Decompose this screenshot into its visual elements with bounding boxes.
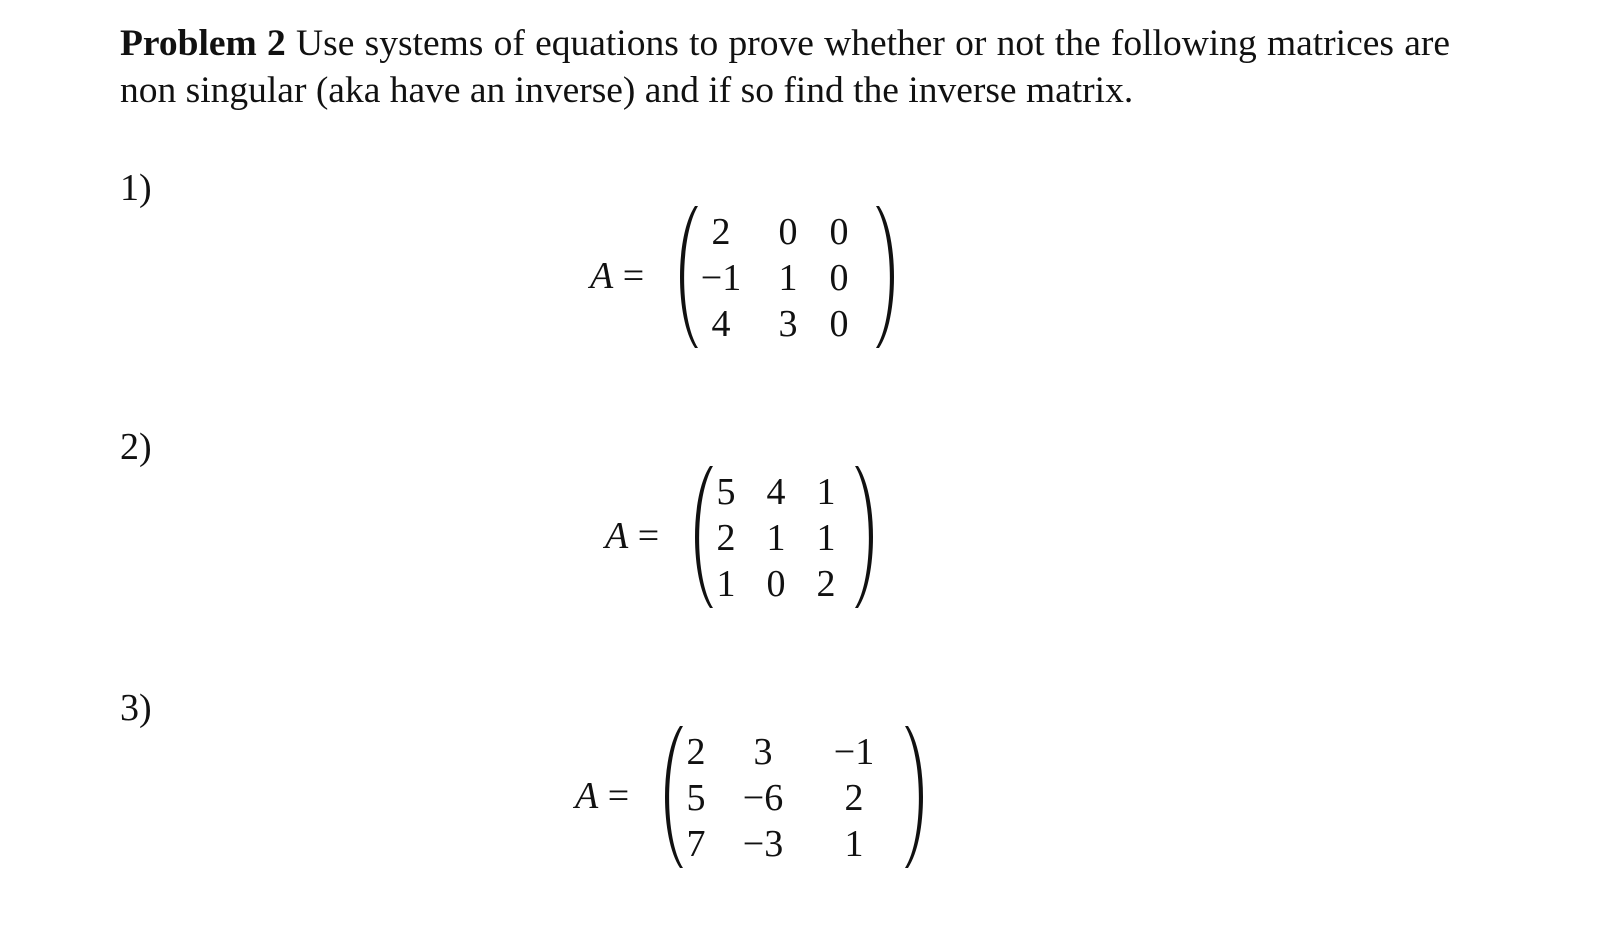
matrix-cell: 2 <box>844 777 864 819</box>
right-parenthesis <box>903 726 927 868</box>
item-label-1: 1) <box>120 167 152 209</box>
matrix-cell: 4 <box>711 303 731 345</box>
problem-statement <box>120 20 1450 114</box>
matrix-cell: 2 <box>711 211 731 253</box>
matrix-cell: −6 <box>742 777 784 819</box>
matrix-equation-2 <box>605 466 895 616</box>
matrix-cell: 0 <box>829 211 849 253</box>
matrix-cell: 0 <box>766 563 786 605</box>
matrix-cell: 0 <box>778 211 798 253</box>
matrix-cell: 1 <box>716 563 736 605</box>
matrix-cell: 1 <box>766 517 786 559</box>
matrix-cell: 5 <box>716 471 736 513</box>
matrix-cell: 2 <box>816 563 836 605</box>
matrix-cell: 7 <box>686 823 706 865</box>
matrix-lhs: A = <box>575 775 630 817</box>
matrix-cell: 0 <box>829 257 849 299</box>
matrix-cell: 1 <box>816 471 836 513</box>
item-label-3: 3) <box>120 687 152 729</box>
matrix-equation-1 <box>590 206 900 356</box>
matrix-lhs: A = <box>605 515 660 557</box>
matrix-cell: 2 <box>686 731 706 773</box>
problem-body: Use systems of equations to prove whether or not the following matrices are non singular (aka have an inverse) and if so find the inverse matrix. <box>120 23 1450 111</box>
matrix-cell: 1 <box>816 517 836 559</box>
matrix-cell: 3 <box>753 731 773 773</box>
item-label-2: 2) <box>120 426 152 468</box>
matrix-cell: 1 <box>778 257 798 299</box>
matrix-equation-3 <box>575 726 935 876</box>
right-parenthesis <box>853 466 877 608</box>
matrix-cell: 5 <box>686 777 706 819</box>
matrix-cell: −3 <box>742 823 784 865</box>
matrix-cell: 1 <box>844 823 864 865</box>
matrix-cell: 0 <box>829 303 849 345</box>
matrix-cell: −1 <box>700 257 742 299</box>
matrix-cell: 3 <box>778 303 798 345</box>
right-parenthesis <box>874 206 898 348</box>
matrix-cell: −1 <box>833 731 875 773</box>
matrix-cell: 4 <box>766 471 786 513</box>
matrix-lhs: A = <box>590 255 645 297</box>
matrix-cell: 2 <box>716 517 736 559</box>
problem-heading: Problem 2 <box>120 23 286 64</box>
